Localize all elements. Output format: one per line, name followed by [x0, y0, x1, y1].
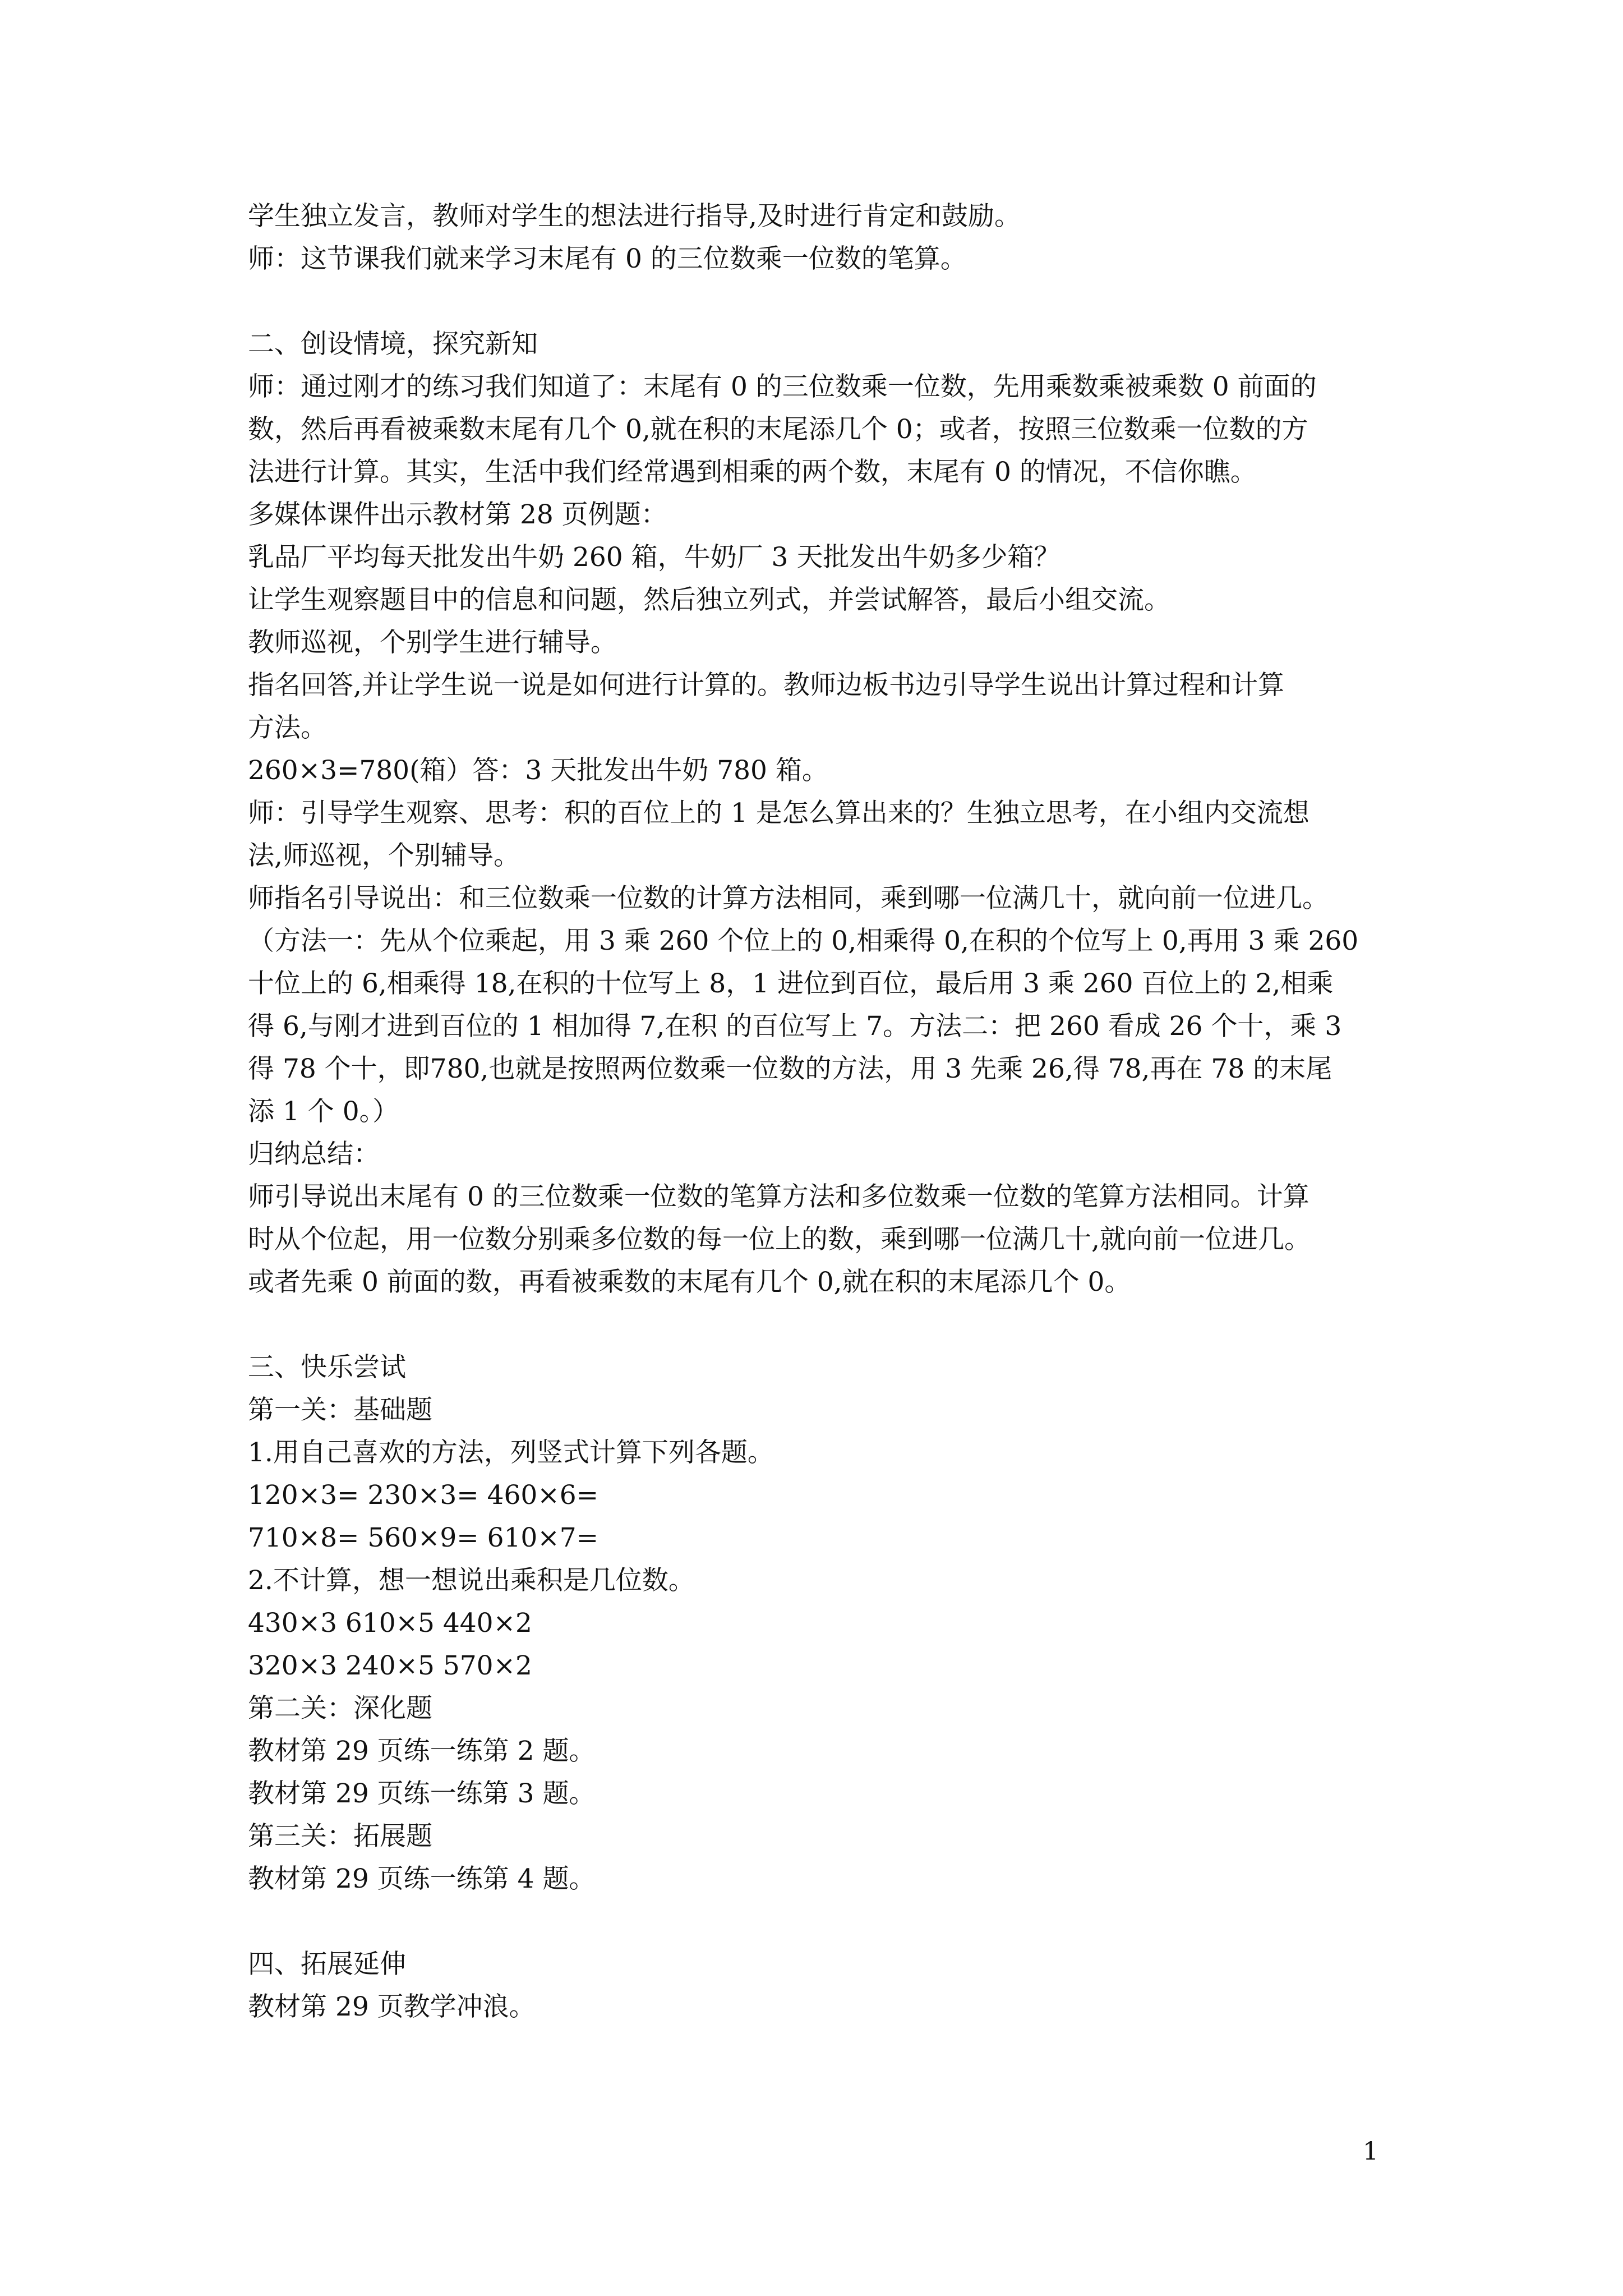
text-line: 归纳总结： — [248, 1139, 380, 1170]
section-heading: 四、拓展延伸 — [248, 1949, 406, 1980]
text-line: 260×3=780(箱）答：3 天批发出牛奶 780 箱。 — [248, 755, 828, 786]
text-line: （方法一：先从个位乘起，用 3 乘 260 个位上的 0,相乘得 0,在积的个位写上 0,再用 3 乘 260 — [248, 926, 1359, 956]
paragraph-spacer — [248, 1901, 1375, 1943]
text-line: 师：这节课我们就来学习末尾有 0 的三位数乘一位数的笔算。 — [248, 243, 967, 274]
text-line: 第一关：基础题 — [248, 1395, 432, 1425]
text-line: 法,师巡视，个别辅导。 — [248, 840, 520, 871]
text-line: 710×8= 560×9= 610×7= — [248, 1522, 598, 1553]
text-line: 师指名引导说出：和三位数乘一位数的计算方法相同，乘到哪一位满几十，就向前一位进几。 — [248, 883, 1329, 914]
document-body — [248, 195, 1375, 2028]
text-line: 十位上的 6,相乘得 18,在积的十位写上 8，1 进位到百位，最后用 3 乘 260 百位上的 2,相乘 — [248, 968, 1334, 999]
paragraph-spacer — [248, 280, 1375, 323]
text-line: 学生独立发言，教师对学生的想法进行指导,及时进行肯定和鼓励。 — [248, 201, 1021, 232]
page-number: 1 — [1363, 2137, 1378, 2166]
paragraph-spacer — [248, 1304, 1375, 1346]
text-line: 或者先乘 0 前面的数，再看被乘数的末尾有几个 0,就在积的末尾添几个 0。 — [248, 1267, 1131, 1297]
text-line: 方法。 — [248, 712, 327, 743]
text-line: 多媒体课件出示教材第 28 页例题： — [248, 499, 667, 530]
text-line: 教材第 29 页教学冲浪。 — [248, 1991, 536, 2022]
text-line: 得 6,与刚才进到百位的 1 相加得 7,在积 的百位写上 7。方法二：把 260 看成 26 个十，乘 3 — [248, 1011, 1342, 1042]
text-line: 数，然后再看被乘数末尾有几个 0,就在积的末尾添几个 0；或者，按照三位数乘一位数的方 — [248, 414, 1308, 445]
text-line: 1.用自己喜欢的方法，列竖式计算下列各题。 — [248, 1437, 774, 1468]
text-line: 教材第 29 页练一练第 4 题。 — [248, 1864, 596, 1894]
text-line: 添 1 个 0。） — [248, 1096, 399, 1127]
text-line: 师引导说出末尾有 0 的三位数乘一位数的笔算方法和多位数乘一位数的笔算方法相同。计算 — [248, 1181, 1310, 1212]
section-heading: 二、创设情境，探究新知 — [248, 329, 538, 360]
text-line: 320×3 240×5 570×2 — [248, 1650, 532, 1681]
text-line: 得 78 个十，即780,也就是按照两位数乘一位数的方法，用 3 先乘 26,得 78,再在 78 的末尾 — [248, 1053, 1332, 1084]
text-line: 教材第 29 页练一练第 2 题。 — [248, 1736, 596, 1766]
text-line: 时从个位起，用一位数分别乘多位数的每一位上的数，乘到哪一位满几十,就向前一位进几。 — [248, 1224, 1311, 1255]
text-line: 教材第 29 页练一练第 3 题。 — [248, 1778, 596, 1809]
text-line: 指名回答,并让学生说一说是如何进行计算的。教师边板书边引导学生说出计算过程和计算 — [248, 670, 1284, 701]
text-line: 让学生观察题目中的信息和问题，然后独立列式，并尝试解答，最后小组交流。 — [248, 585, 1170, 615]
text-line: 教师巡视，个别学生进行辅导。 — [248, 627, 617, 658]
text-line: 乳品厂平均每天批发出牛奶 260 箱，牛奶厂 3 天批发出牛奶多少箱？ — [248, 542, 1061, 573]
text-line: 430×3 610×5 440×2 — [248, 1608, 532, 1639]
text-line: 2.不计算，想一想说出乘积是几位数。 — [248, 1565, 695, 1596]
section-heading: 三、快乐尝试 — [248, 1352, 406, 1383]
text-line: 师：通过刚才的练习我们知道了：末尾有 0 的三位数乘一位数，先用乘数乘被乘数 0 前面的 — [248, 371, 1317, 402]
text-line: 第二关：深化题 — [248, 1693, 432, 1724]
text-line: 法进行计算。其实，生活中我们经常遇到相乘的两个数，末尾有 0 的情况，不信你瞧。 — [248, 457, 1257, 487]
text-line: 第三关：拓展题 — [248, 1821, 432, 1852]
text-line: 120×3= 230×3= 460×6= — [248, 1480, 598, 1511]
text-line: 师：引导学生观察、思考：积的百位上的 1 是怎么算出来的？生独立思考，在小组内交流想 — [248, 798, 1310, 829]
